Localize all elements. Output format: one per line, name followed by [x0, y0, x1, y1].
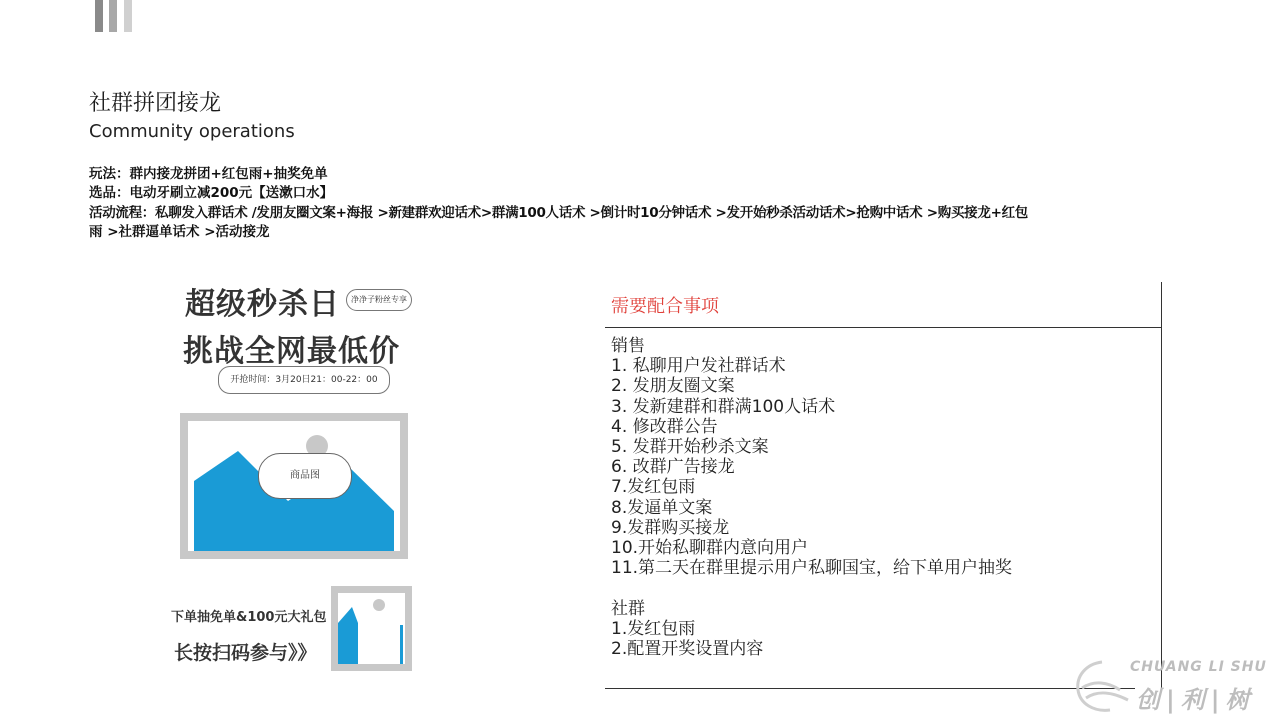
poster-promo-2: 长按扫码参与》》 — [174, 642, 317, 664]
qr-code-image — [338, 593, 405, 664]
requirements-header: 需要配合事项 — [611, 296, 719, 317]
poster-tag: 净净子粉丝专享 — [346, 289, 412, 311]
list-item: 销售 — [611, 336, 645, 356]
product-image-frame — [180, 413, 408, 559]
list-item: 2. 发朋友圈文案 — [611, 376, 735, 397]
decor-bar-2 — [109, 0, 117, 32]
logo-latin: CHUANG LI SHU — [1130, 659, 1267, 675]
list-item: 10.开始私聊群内意向用户 — [611, 538, 809, 559]
list-item: 1.发红包雨 — [611, 618, 696, 639]
page-subtitle: Community operations — [89, 121, 295, 142]
decor-bar-3 — [124, 0, 132, 32]
list-item: 9.发群购买接龙 — [611, 517, 730, 538]
list-item: 2.配置开奖设置内容 — [611, 639, 764, 660]
logo-chinese: 创|利|树 — [1136, 686, 1256, 714]
list-item: 11.第二天在群里提示用户私聊国宝，给下单用户抽奖 — [611, 558, 1013, 579]
poster-time-pill: 开抢时间：3月20日21：00-22：00 — [218, 366, 390, 394]
list-item: 3. 发新建群和群满100人话术 — [611, 396, 836, 417]
table-bottom-border — [605, 688, 1135, 689]
info-line-gameplay: 玩法：群内接龙拼团+红包雨+抽奖免单 — [89, 166, 328, 182]
list-item: 6. 改群广告接龙 — [611, 457, 735, 478]
poster-promo-1: 下单抽免单&100元大礼包 — [171, 610, 327, 625]
list-item: 8.发逼单文案 — [611, 497, 713, 518]
list-item: 1. 私聊用户发社群话术 — [611, 356, 786, 377]
logo-wave-icon — [1072, 658, 1134, 714]
list-item: 4. 修改群公告 — [611, 416, 718, 437]
list-item: 5. 发群开始秒杀文案 — [611, 437, 769, 458]
info-line-product: 选品：电动牙刷立减200元【送漱口水】 — [89, 185, 334, 201]
table-header-divider — [605, 327, 1162, 328]
qr-code-placeholder-icon — [338, 593, 405, 664]
info-line-flow: 活动流程：私聊发入群话术 /发朋友圈文案+海报 >新建群欢迎话术>群满100人话术 >倒计时10分钟话术 >发开始秒杀活动话术>抢购中话术 >购买接龙+红包 — [89, 205, 1028, 221]
list-item: 7.发红包雨 — [611, 477, 696, 498]
qr-code-frame — [331, 586, 412, 671]
product-image-label: 商品图 — [258, 453, 352, 499]
info-line-flow-cont: 雨 >社群逼单话术 >活动接龙 — [89, 224, 270, 240]
page-title: 社群拼团接龙 — [89, 91, 222, 116]
decor-bar-1 — [95, 0, 103, 32]
poster-headline-1: 超级秒杀日 — [185, 287, 340, 322]
requirements-list — [611, 336, 1012, 659]
list-item: 社群 — [611, 598, 645, 619]
poster-headline-2: 挑战全网最低价 — [183, 334, 400, 369]
table-right-border — [1161, 282, 1162, 688]
list-item — [611, 578, 1012, 598]
